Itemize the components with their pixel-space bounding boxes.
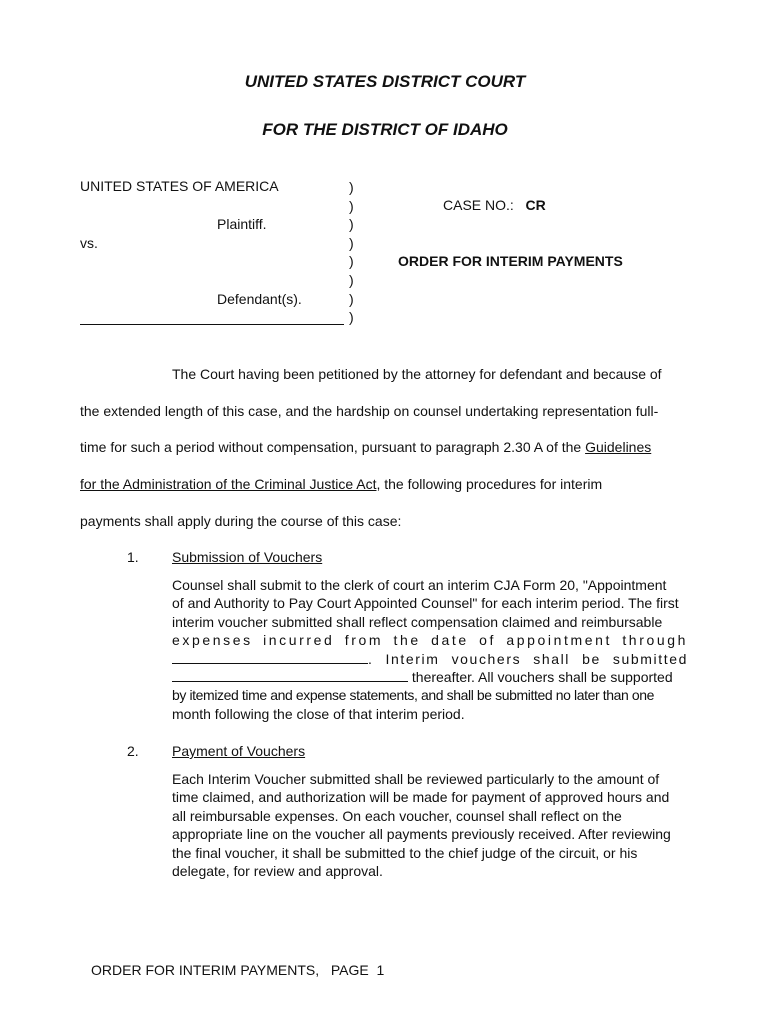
court-title: UNITED STATES DISTRICT COURT (244, 72, 526, 91)
paren: ) (349, 271, 354, 288)
paren: ) (349, 216, 354, 233)
versus-label: vs. (80, 235, 98, 251)
section-number: 1. (127, 549, 139, 565)
cja-reference: for the Administration of the Criminal Justice Act (80, 476, 377, 492)
intro-line: The Court having been petitioned by the attorney for defendant and because of (172, 366, 662, 382)
case-number (443, 197, 546, 213)
case-number-label: CASE NO.: (443, 197, 514, 213)
intro-line: time for such a period without compensation, pursuant to paragraph 2.30 A of the Guidelines (80, 439, 652, 455)
plaintiff-label: Plaintiff. (217, 216, 267, 232)
defendant-label: Defendant(s). (217, 291, 302, 307)
caption-parentheses (349, 178, 354, 327)
section-number: 2. (127, 743, 139, 759)
section-body: Each Interim Voucher submitted shall be reviewed particularly to the amount of time claimed, and authorization will be made for payment of approved hours and all reimbursable expenses. On each voucher, counsel shall reflect on the appropriate line on the voucher all payments previously received. After reviewing the final voucher, it shall be submitted to the chief judge of the circuit, or his delegate, for review and approval. (172, 771, 671, 880)
period-end-blank (172, 650, 368, 664)
order-title: ORDER FOR INTERIM PAYMENTS (398, 253, 623, 269)
intro-line: the extended length of this case, and the hardship on counsel undertaking representation full- (80, 403, 659, 419)
paren: ) (349, 197, 354, 214)
paren: ) (349, 253, 354, 270)
section-title: Submission of Vouchers (172, 549, 323, 565)
section-body: Counsel shall submit to the clerk of court an interim CJA Form 20, "Appointment of and Authority to Pay Court Appointed Counsel" for each interim period. The first interim voucher submitted shall reflect compensation claimed and reimbursable expenses incurred from the date of appointment through . Interim vouchers shall be submitted thereafter. All vouchers shall be supported by itemized time and expense statements, and shall be submitted no later than one month following the close of that interim period. (172, 577, 688, 722)
intro-line: payments shall apply during the course of this case: (80, 513, 402, 529)
defendant-name-line (80, 324, 344, 325)
paren: ) (349, 179, 354, 195)
district-title: FOR THE DISTRICT OF IDAHO (262, 120, 508, 139)
page-footer: ORDER FOR INTERIM PAYMENTS, PAGE 1 (91, 962, 385, 978)
guidelines-reference: Guidelines (585, 439, 652, 455)
case-number-prefix: CR (525, 197, 546, 213)
paren: ) (349, 290, 354, 307)
party-name: UNITED STATES OF AMERICA (80, 178, 279, 194)
intro-line: for the Administration of the Criminal Justice Act, the following procedures for interim (80, 476, 603, 492)
paren: ) (349, 309, 354, 326)
paren: ) (349, 234, 354, 251)
frequency-blank (172, 668, 408, 682)
section-title: Payment of Vouchers (172, 743, 306, 759)
